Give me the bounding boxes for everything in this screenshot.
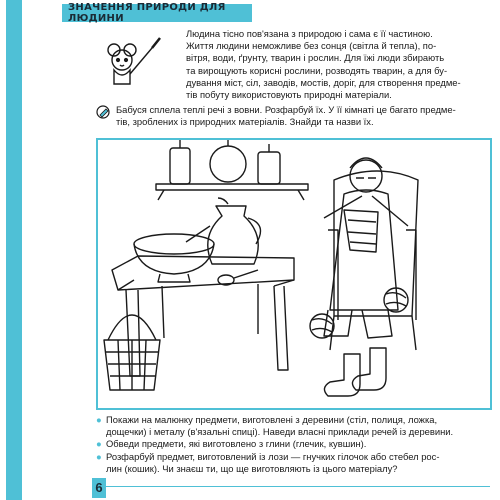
- bullet-icon: ●: [96, 438, 102, 450]
- table: [112, 256, 294, 376]
- task-line: Бабуся сплела теплі речі з вовни. Розфарбуй їх. У її кімнаті це багато предме-: [116, 104, 456, 115]
- intro-line: Людина тісно пов'язана з природою і сама є її частиною.: [186, 28, 433, 39]
- intro-paragraph: [186, 28, 486, 101]
- knitting: [324, 196, 408, 252]
- grandma-room-illustration: [98, 140, 490, 408]
- exercise-text: Покажи на малюнку предмети, виготовлені з деревини (стіл, полиця, ложка,: [106, 414, 438, 425]
- section-header: [62, 4, 252, 22]
- grandma: [324, 158, 398, 338]
- intro-line: вітря, води, ґрунту, тварин і рослин. Для їжі люди збирають: [186, 52, 445, 64]
- intro-line: Життя людини неможливе без сонця (світла й тепла), по-: [186, 40, 437, 52]
- task-line: тів, зроблених із природних матеріалів. Знайди та назви їх.: [116, 116, 374, 128]
- bowl: [134, 226, 214, 282]
- exercise-item: [96, 414, 490, 426]
- basket: [104, 315, 160, 390]
- left-accent-bar: [6, 0, 22, 500]
- exercise-item: [96, 451, 490, 463]
- exercise-text: Розфарбуй предмет, виготовлений із лози — гнучких гілочок або стебел рос-: [106, 450, 440, 462]
- armchair: [328, 171, 418, 350]
- intro-line: та вирощують корисні рослини, розводять тварин, а для бу-: [186, 64, 448, 76]
- socks: [324, 348, 386, 396]
- intro-line: дування міст, сіл, заводів, мостів, доріг, для створення предме-: [186, 76, 461, 88]
- exercise-item: [96, 438, 490, 450]
- bullet-icon: ●: [96, 414, 102, 425]
- section-title: ЗНАЧЕННЯ ПРИРОДИ ДЛЯ ЛЮДИНИ: [68, 2, 226, 24]
- mascot-mouse-icon: [100, 30, 166, 92]
- jug: [208, 198, 261, 264]
- pencil-task-icon: [96, 105, 112, 119]
- exercise-text: дощечки) і металу (в'язальні спиці). Наведи власні приклади речей із деревини.: [106, 426, 454, 438]
- exercise-text: Обведи предмети, які виготовлено з глини (глечик, кувшин).: [106, 438, 367, 450]
- exercise-list: [96, 414, 490, 475]
- page-number: 6: [95, 480, 103, 495]
- bottom-rule: [96, 486, 490, 487]
- bullet-icon: ●: [96, 450, 102, 462]
- intro-line: тів побуту використовують природні матеріали.: [186, 89, 392, 101]
- exercise-text: лин (кошик). Чи знаєш ти, що ще виготовляють із цього матеріалу?: [106, 462, 398, 474]
- task-text: [116, 104, 486, 128]
- wall-shelf: [156, 140, 308, 200]
